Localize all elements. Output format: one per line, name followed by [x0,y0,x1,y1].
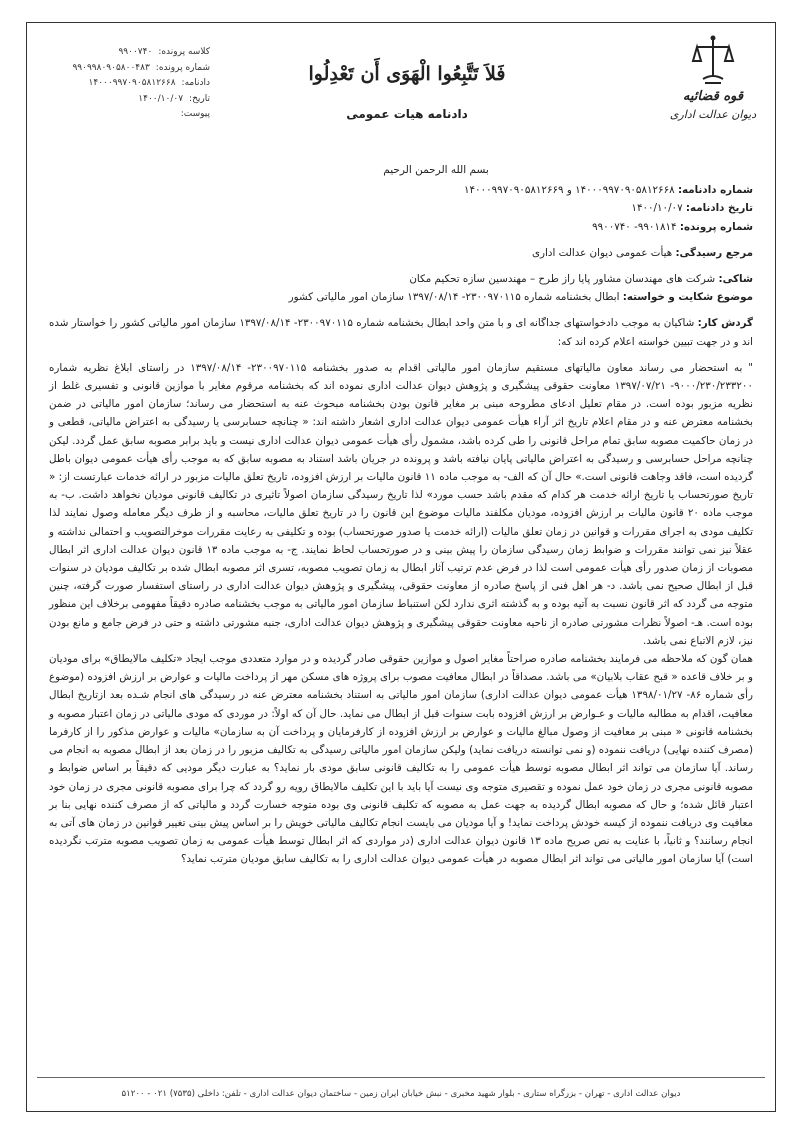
meta-row [35,61,210,77]
field-value: ابطال بخشنامه شماره ۲۳۰۰۹۷۰۱۱۵- ۱۳۹۷/۰۸/۱۴ سازمان امور مالیاتی کشور [288,291,620,304]
document-title: دادنامه هیات عمومی [346,107,468,121]
meta-label: شماره پرونده: [155,62,210,73]
field-label: شاکی: [718,273,753,286]
meta-row [35,92,210,108]
emblem-brand-text: قوه قضائیه [682,89,744,104]
meta-row [35,107,210,123]
quran-verse: فَلاَ تَتَّبِعُوا الْهَوَى أَن تَعْدِلُوا [308,63,506,85]
meta-value: ۱۴۰۰/۱۰/۰۷ [138,93,184,104]
field-value: ۱۴۰۰/۱۰/۰۷ [631,202,683,215]
meta-value: ۹۹۰۰۷۴۰ [118,47,153,57]
footer-divider [37,1077,765,1078]
case-metadata [35,45,210,123]
field-plaintiff [49,270,753,288]
field-reference [49,244,753,262]
body-paragraph: " به استحضار می رساند معاون مالیاتهای مستقیم سازمان امور مالیاتی اقدام به صدور بخشنامه ۲۳۰۰۹۷۰۱۱۵- ۱۳۹۷/۰۸/۱۴ در راستای ابلاغ نظریه شماره ۹۰۰۰/۲۳۰/۲۳۳۲۰۰- ۱۳۹۷/۰۷/۲۱ معاونت حقوقی پیشگیری و پژوهش دیوان عدالت اداری نموده اند که بخشنامه مرقوم مغایر با موازین قانونی و تفسیری غلط از نظریه مزبور بوده است. در مقام تعلیل ادعای مطروحه مبنی بر مغایر قانون بودن بخشنامه مبحوث عنه به استحضار می رساند؛ سازمان امور مالیاتی در ضمن بخشنامه معترض عنه و در مقام اعلام تاریخ اثر آراء هیأت عمومی دیوان عدالت اداری اشعار داشته اند: « چنانچه حسابرسی یا رسیدگی به اعتراض مالیاتی، قطعی و در زمان حاکمیت مصوبه سابق تمام مراحل قانونی را طی کرده باشد، مشمول رأی هیأت عمومی دیوان عدالت اداری نیست و باید برابر مصوبه سابق عمل گردد. لیکن چنانچه مراحل حسابرسی و رسیدگی به اعتراض مالیاتی پایان نیافته باشد و پرونده در جریان باشد استناد به مصوبه سابق که به موجب رأی هیأت عمومی دیوان باطل گردیده است، فاقد وجاهت قانونی است.» حال آن که الف- به موجب ماده ۱۱ قانون مالیات بر ارزش افزوده، تاریخ تعلق مالیات مزبور در ارائه خدمات عبارتست از: « تاریخ صورتحساب یا تاریخ ارائه خدمت هر کدام که مقدم باشد حسب مورد» لذا تاریخ رسیدگی سازمان اصولاً تاثیری در تکالیف قانونی مودیان نخواهد داشت. ب- به موجب ماده ۲۰ قانون مالیات بر ارزش افزوده، مودیان مکلفند مالیات موضوع این قانون را در تاریخ تعلق مالیات، محاسبه و از طرف دیگر معامله وصول نمایند لذا تکلیف مودی به اجرای مقررات و قوانین در زمان تعلق مالیات (ارائه خدمت یا صدور صورتحساب) بوده و تکلیفی به رعایت مقررات موخرالتصویب و احتمالی نداشته و عقلاً نیز نمی توانند مقررات و ضوابط زمان رسیدگی سازمان را پیش بینی و در صورتحساب لحاظ نمایند. ج- به موجب ماده ۱۳ قانون دیوان عدالت اداری اثر ابطال مصوبات از زمان صدور رأی هیأت عمومی است لذا در فرض عدم ترتیب آثار ابطال به زمان تصویب مصوبه، تسری اثر مصوبه ابطال شده بر تکالیف مودیان در سنوات قبل از ابطال صحیح نمی باشد. د- هر اهل فنی از پاسخ صادره از معاونت حقوقی، پیشگیری و پژوهش دیوان عدالت اداری در راستای استفسار صورت گرفته، چنین متوجه می گردد که اثر قانون نسبت به آتیه بوده و به گذشته اثری ندارد لکن استنباط سازمان امور مالیاتی به موجب بخشنامه صادره دقیقاً مفهومی برخلاف این منظور بوده است. هـ- اصولاً نظرات مشورتی صادره از ناحیه معاونت حقوقی پیشگیری و پژوهش دیوان عدالت اداری، جنبه مشورتی داشته و حتی در فرض جامع و مانع بودن نیز، لازم الاتباع نمی باشد. [49,361,754,647]
body-paragraph: همان گون که ملاحظه می فرمایند بخشنامه صادره صراحتاً مغایر اصول و موازین حقوقی صادر گردیده و در موارد متعددی موجب ایجاد «تکلیف مالایطاق» برای مودیان و بر خلاف قاعده « قبح عقاب بلابیان» می باشد. مصداقاً در ابطال معافیت مصوب برای پروژه های مسکن مهر از پرداخت مالیات و عوارض بر ارزش افزوده (موضوع رأی شماره ۸۶- ۱۳۹۸/۰۱/۲۷ هیأت عمومی دیوان عدالت اداری) سازمان امور مالیاتی به استناد بخشنامه معترض عنه در رسیدگی های انجام شـده بعد ازتاریخ ابطال معافیت، اقدام به مطالبه مالیات و عـوارض بر ارزش افزوده بابت سنوات قبل از ابطال می نماید. حال آن که اولاً: در موردی که مودی مالیاتی در زمان اعتبار مصوبه و بخشنامه قانونی « مبنی بر معافیت از وصول مبالغ مالیات و عوارض بر ارزش افزوده از کارفرمایان و پرداخت آن به سازمان» مالیات و عوارض مذکور را از کارفرما (مصرف کننده نهایی) دریافت ننموده (و نمی توانسته دریافت نماید) ولیکن سازمان امور مالیاتی رسیدگی به تکالیف مزبور را در زمان بعد از ابطال مصوبه به انجام می رساند. آیا سازمان می تواند اثر ابطال مصوبه توسط هیأت عمومی را به تکالیف قانونی سابق مودی بار نماید؟ به عبارت دیگر مودیی که دقیقاً بر اساس ضوابط و مصوبه قانونی مجری در زمان خود عمل نموده و تقصیری متوجه وی نیست آیا باید با این تکلیف مالایطاق رویه رو گردد که چرا برای مصوبه قانونی مجری در زمان خود اعتبار قائل شده؛ و حال که مصوبه ابطال گردیده به جهت عمل به مصوبه که تکلیف قانونی وی بوده متوجه خسارت گردد و مالیاتی که از مصرف کننده نهایی بنا بر معافیت وی دریافت ننموده از کیسه خودش پرداخت نماید! و آیا مودیان می بایست انجام تکالیف مالیاتی خویش را بر اساس پیش بینی تغییر قوانین در زمان های آتی به انجام رسانند؟ و ثانیاً، با عنایت به نص صریح ماده ۱۳ قانون دیوان عدالت اداری (در مواردی که اثر ابطال توسط هیأت عمومی به زمان تصویب مصوبه مترتب نگردیده است) آیا سازمان امور مالیاتی می تواند اثر ابطال مصوبه در هیأت عمومی دیوان عدالت اداری را به تکالیف سابق مودیان مترتب نماید؟ [49,653,753,866]
meta-label: پیوست: [180,109,210,119]
field-case-number [49,218,753,236]
meta-label: کلاسه پرونده: [158,47,210,57]
field-value: هیأت عمومی دیوان عدالت اداری [531,246,673,259]
meta-value: ۹۹۰۹۹۸۰۹۰۵۸۰۰۴۸۳ [72,62,150,73]
field-verdict-number [49,181,753,199]
field-value: شرکت های مهندسان مشاور پایا راز طرح – مهندسین سازه تحکیم مکان [409,273,716,286]
meta-value: ۱۴۰۰۰۹۹۷۰۹۰۵۸۱۲۶۶۸ [88,78,176,88]
meta-row [35,76,210,92]
judiciary-emblem [665,33,761,121]
meta-label: دادنامه: [181,78,210,88]
field-verdict-date [49,199,753,217]
field-label: موضوع شکایت و خواسته: [622,291,753,304]
field-value: ۱۴۰۰۰۹۹۷۰۹۰۵۸۱۲۶۶۸ و ۱۴۰۰۰۹۹۷۰۹۰۵۸۱۲۶۶۹ [464,184,675,197]
emblem-org-text: دیوان عدالت اداری [669,108,757,121]
field-value: شاکیان به موجب دادخواستهای جداگانه ای و با متن واحد ابطال بخشنامه شماره ۲۳۰۰۹۷۰۱۱۵- ۱۳۹۷/۰۸/۱۴ سازمان امور مالیاتی کشور را خواستار شده اند و در جهت تبیین خواسته اعلام کرده اند که: [49,317,753,348]
field-label: شماره دادنامه: [677,184,753,197]
field-label: شماره پرونده: [679,220,753,233]
meta-row [35,45,210,61]
emblem-icon [691,33,735,87]
field-summary [49,314,753,350]
field-value: ۹۹۰۱۸۱۴- ۹۹۰۰۷۴۰ [592,220,677,233]
field-subject [49,288,753,306]
document-body [49,161,753,869]
document-header [27,23,775,143]
meta-label: تاریخ: [189,93,210,104]
field-label: گردش کار: [697,317,754,330]
field-label: مرجع رسیدگی: [675,246,753,259]
bismillah: بسم الله الرحمن الرحیم [383,164,489,176]
footer-address: دیوان عدالت اداری - تهران - بزرگراه ستاری - بلوار شهید مخبری - نبش خیابان ایران زمین - ساختمان دیوان عدالت اداری - تلفن: داخلی (۷۵۳۵) ۰۲۱ - ۵۱۲۰۰ [121,1089,681,1099]
document-page [26,22,776,1112]
field-label: تاریخ دادنامه: [685,202,753,215]
